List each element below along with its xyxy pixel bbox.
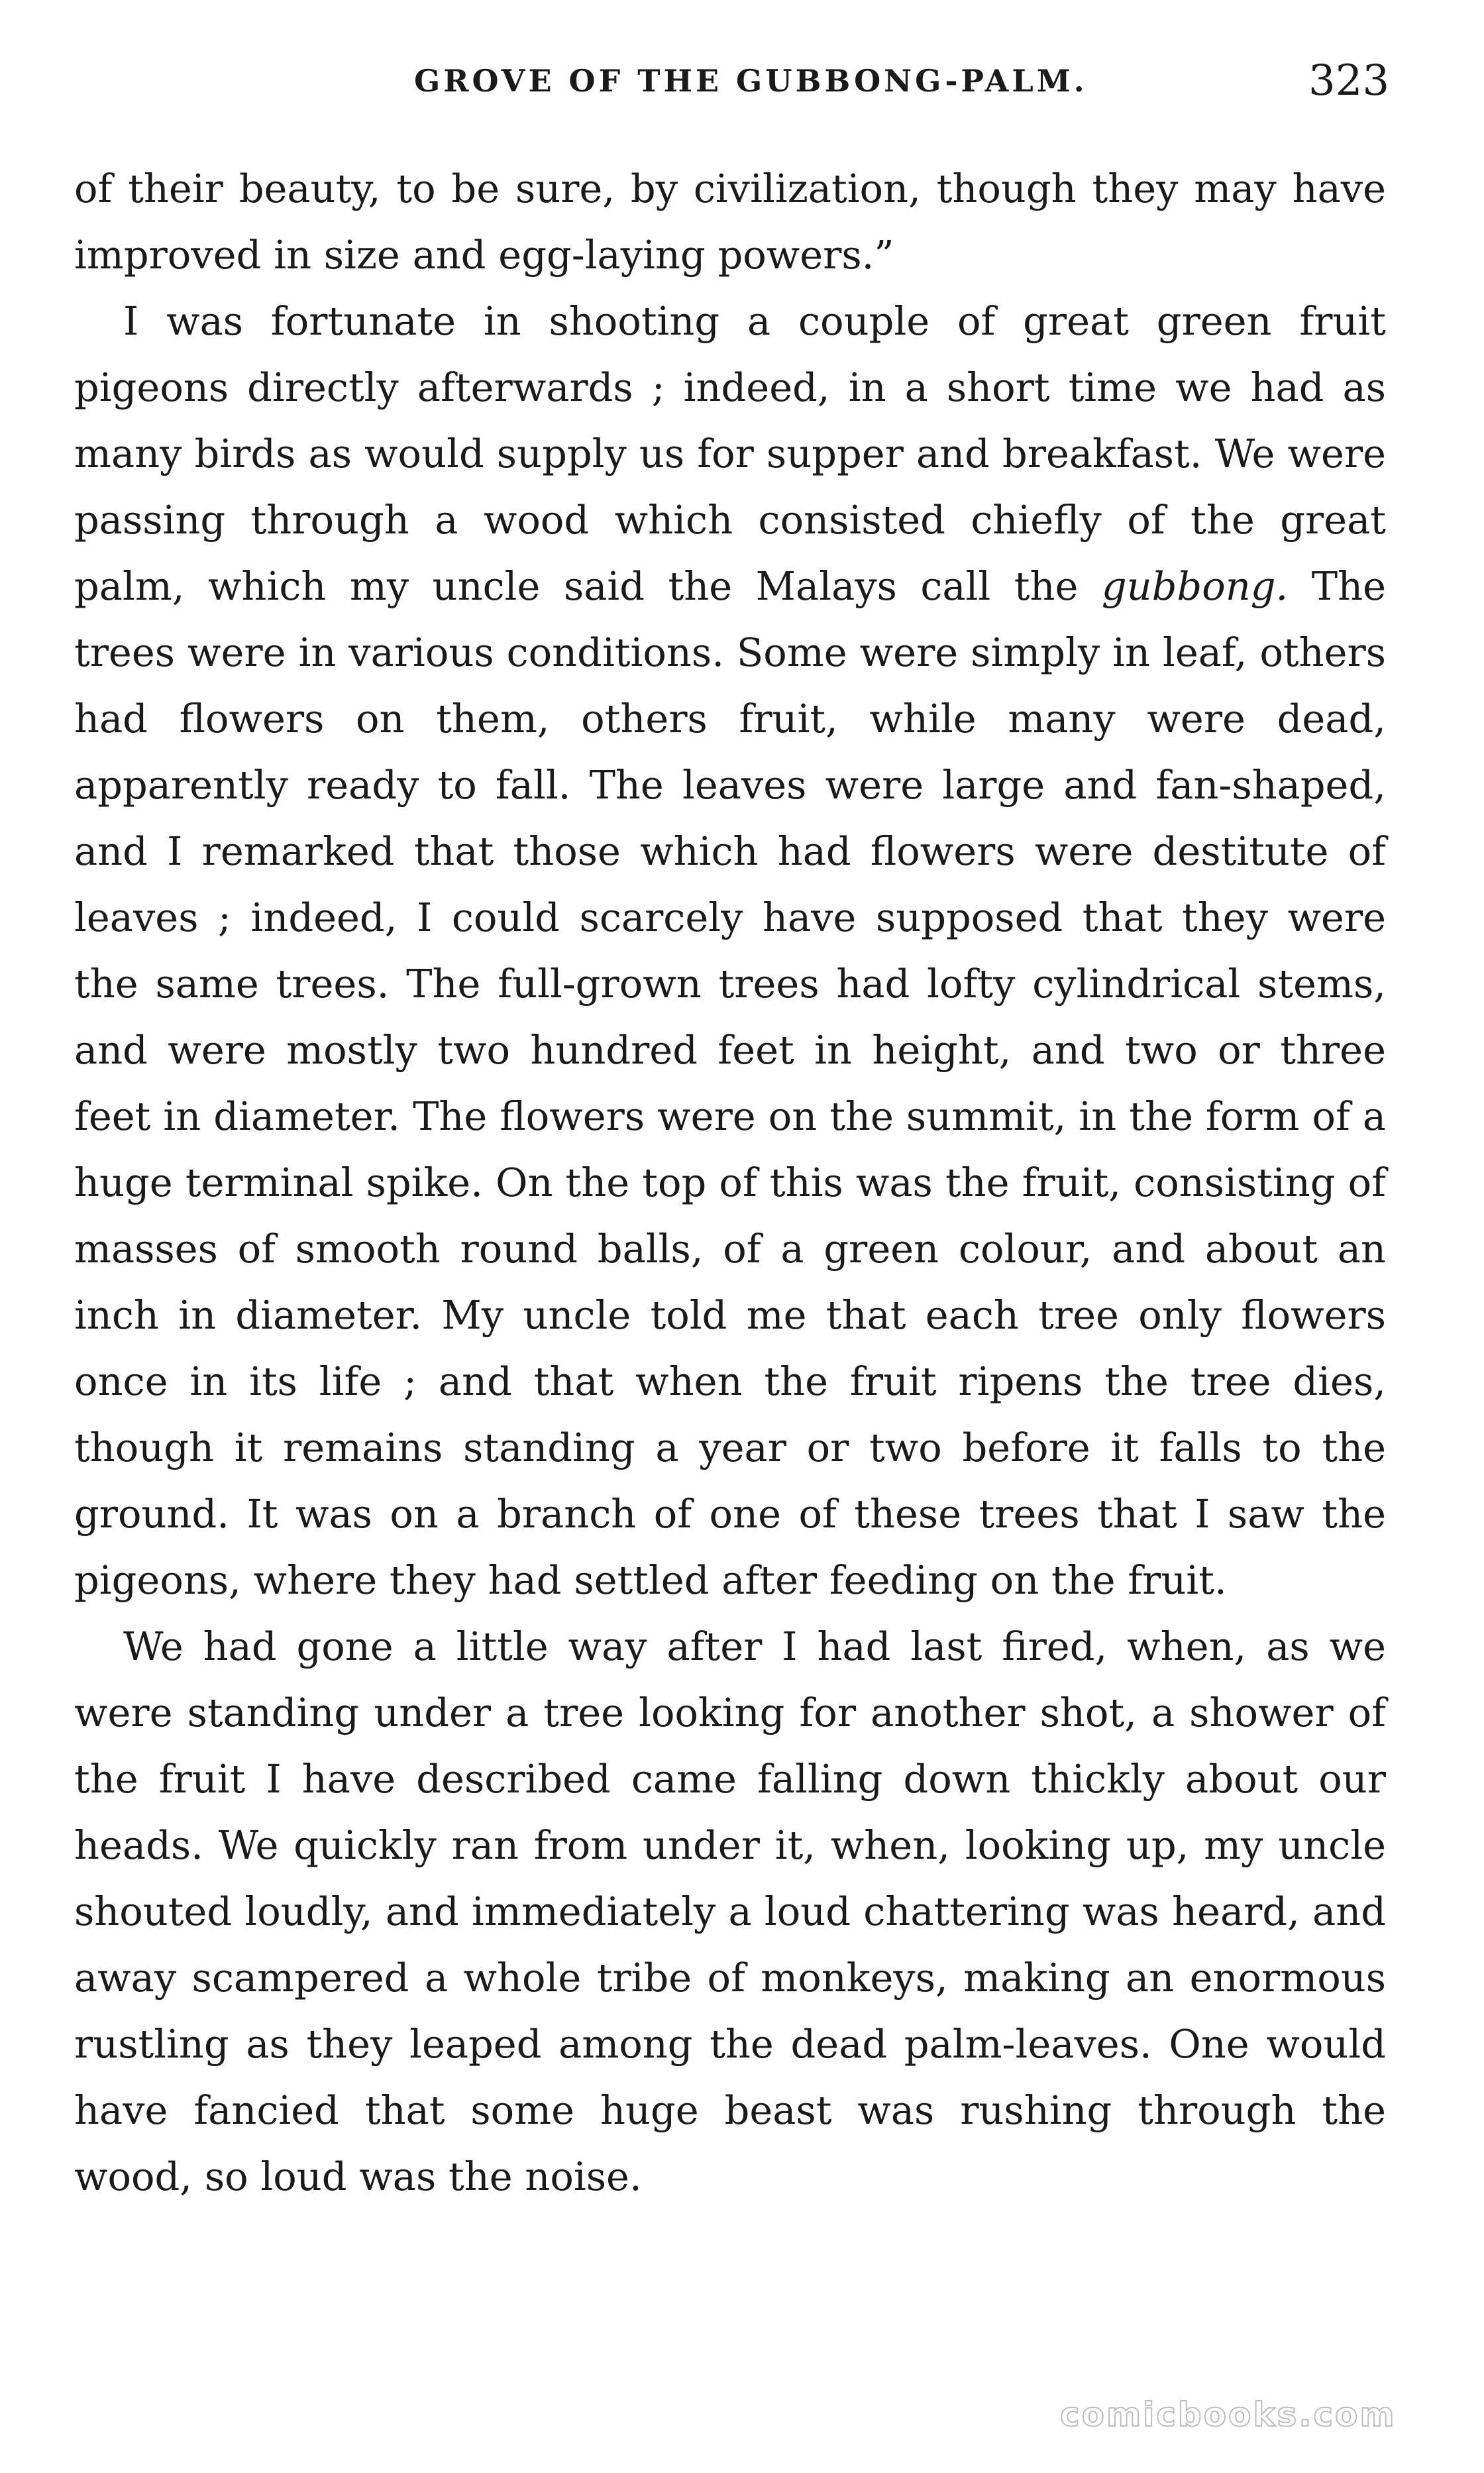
running-title: GROVE OF THE GUBBONG-PALM. (414, 63, 1088, 99)
paragraph-text: We had gone a little way after I had last fired, when, as we were standing under a tree looking for another shot, a shower of the fruit I have described came falling down thickly about our heads. We quickly ran from under it, when, looking up, my uncle shouted loudly, and immediately a loud chattering was heard, and away scampered a whole tribe of monkeys, making an enormous rustling as they leaped among the dead palm-leaves. One would have fancied that some huge beast was rushing through the wood, so loud was the noise. (74, 1623, 1386, 2199)
page-number: 323 (1308, 56, 1390, 105)
paragraph (74, 1614, 1386, 2210)
paragraph-text: I was fortunate in shooting a couple of great green fruit pigeons directly afterwards ; indeed, in a short time we had as many birds as would supply us for supper and breakfast. We were passing through a wood which consisted chiefly of the great palm, which my uncle said the Malays call the (74, 298, 1386, 609)
paragraph (74, 288, 1386, 1614)
paragraph-continuation (74, 156, 1386, 288)
running-head (0, 56, 1484, 116)
body-text (74, 156, 1386, 2210)
paragraph-text: The trees were in various conditions. Some were simply in leaf, others had flowers on them, others fruit, while many were dead, apparently ready to fall. The leaves were large and fan-shaped, and I remarked that those which had flowers were destitute of leaves ; indeed, I could scarcely have supposed that they were the same trees. The full-grown trees had lofty cylindrical stems, and were mostly two hundred feet in height, and two or three feet in diameter. The flowers were on the summit, in the form of a huge terminal spike. On the top of this was the fruit, consisting of masses of smooth round balls, of a green colour, and about an inch in diameter. My uncle told me that each tree only flowers once in its life ; and that when the fruit ripens the tree dies, though it remains standing a year or two before it falls to the ground. It was on a branch of one of these trees that I saw the pigeons, where they had settled after feeding on the fruit. (74, 563, 1386, 1603)
paragraph-text: of their beauty, to be sure, by civilization, though they may have improved in size and egg-laying powers.” (74, 166, 1386, 278)
watermark: comicbooks.com (1060, 2395, 1397, 2434)
italic-term: gubbong. (1101, 563, 1289, 609)
